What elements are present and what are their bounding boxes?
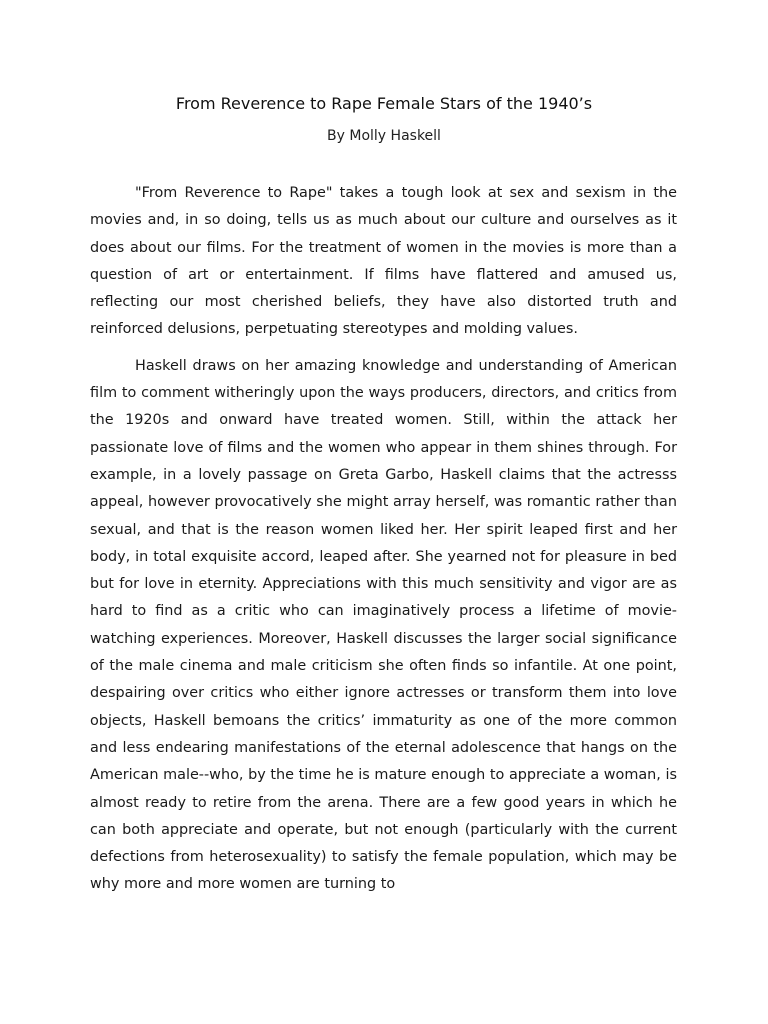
document-body <box>90 180 677 908</box>
paragraph-1: "From Reverence to Rape" takes a tough look at sex and sexism in the movies and, in so doing, tells us as much about our culture and ourselves as it does about our films. For the treatment of women in the movies is more than a question of art or entertainment. If films have flattered and amused us, reflecting our most cherished beliefs, they have also distorted truth and reinforced delusions, perpetuating stereotypes and molding values. <box>90 185 677 338</box>
author-byline: By Molly Haskell <box>327 128 441 144</box>
document-title: From Reverence to Rape Female Stars of the 1940’s <box>175 94 593 113</box>
paragraph-2: Haskell draws on her amazing knowledge and understanding of American film to comment witheringly upon the ways producers, directors, and critics from the 1920s and onward have treated women. Still, within the attack her passionate love of films and the women who appear in them shines through. For example, in a lovely passage on Greta Garbo, Haskell claims that the actresss appeal, however provocatively she might array herself, was romantic rather than sexual, and that is the reason women liked her. Her spirit leaped first and her body, in total exquisite accord, leaped after. She yearned not for pleasure in bed but for love in eternity. Appreciations with this much sensitivity and vigor are as hard to find as a critic who can imaginatively process a lifetime of movie-watching experiences. Moreover, Haskell discusses the larger social significance of the male cinema and male criticism she often finds so infantile. At one point, despairing over critics who either ignore actresses or transform them into love objects, Haskell bemoans the critics’ immaturity as one of the more common and less endearing manifestations of the eternal adolescence that hangs on the American male--who, by the time he is mature enough to appreciate a woman, is almost ready to retire from the arena. There are a few good years in which he can both appreciate and operate, but not enough (particularly with the current defections from heterosexuality) to satisfy the female population, which may be why more and more women are turning to <box>90 357 677 893</box>
